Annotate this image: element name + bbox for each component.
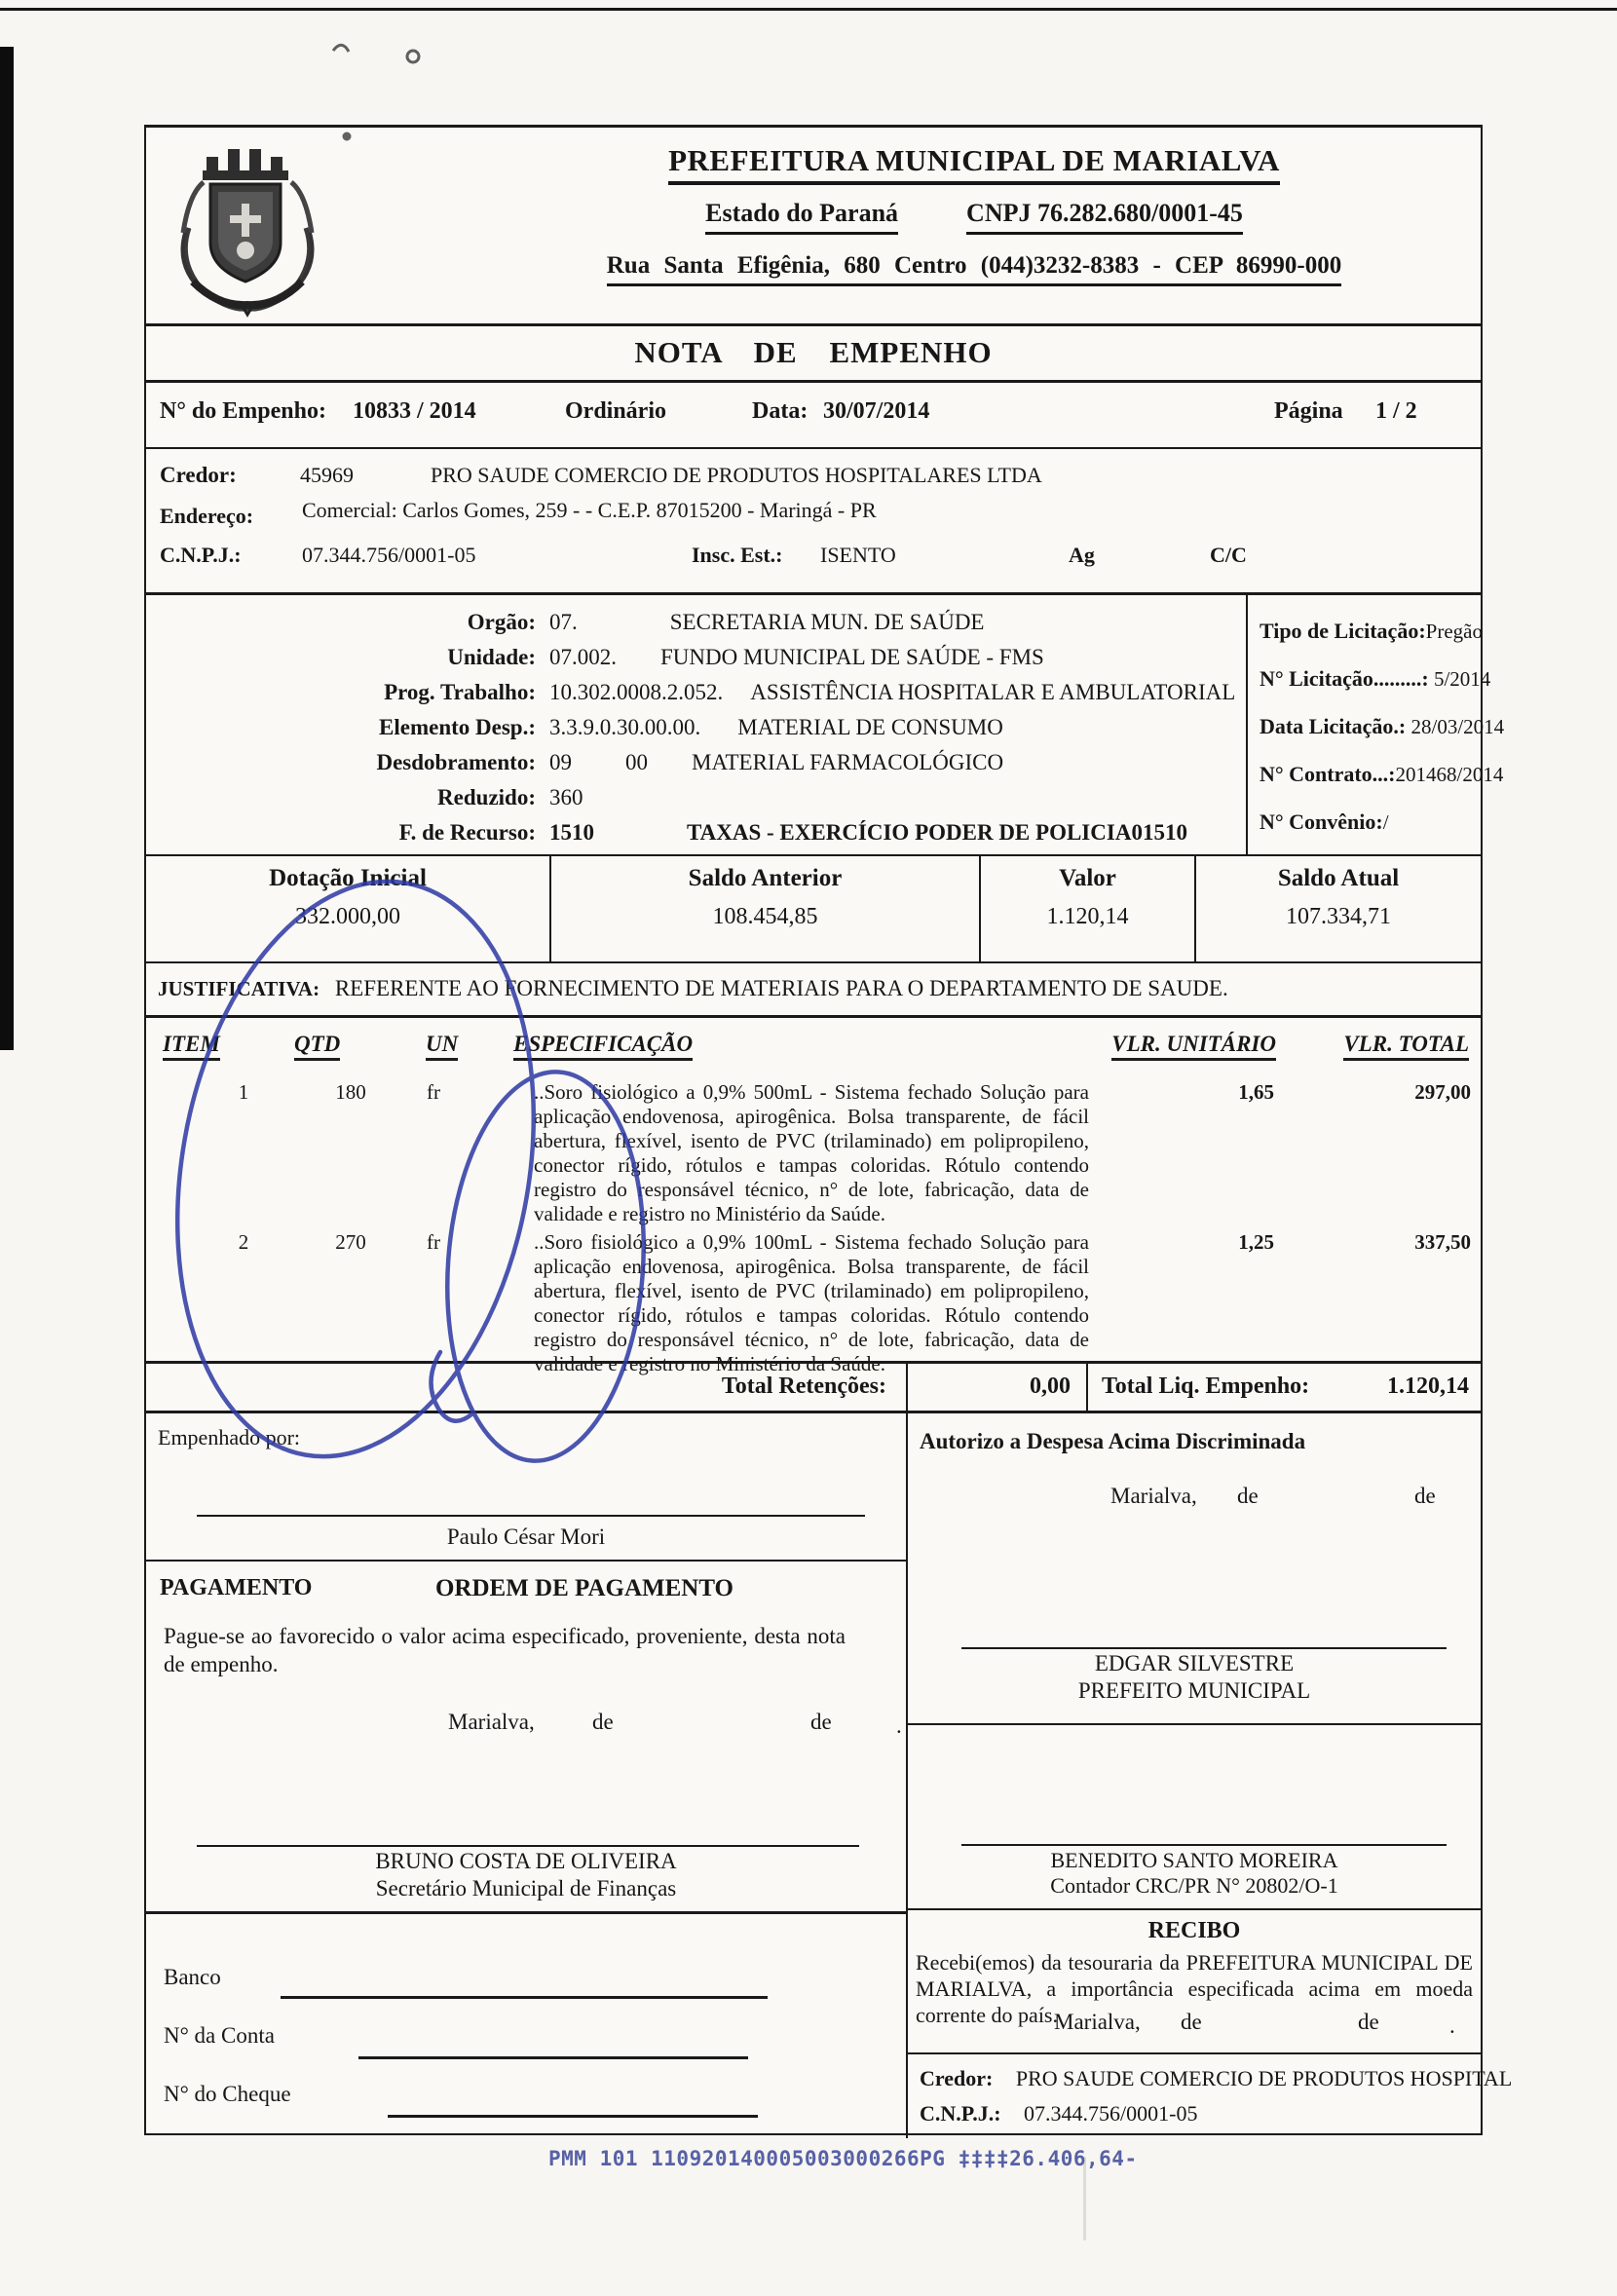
bidding-date-value: 28/03/2014 xyxy=(1410,715,1505,738)
account-number-label: N° da Conta xyxy=(164,2023,275,2048)
creditor-footer-box xyxy=(908,2054,1513,2138)
right-signature-column xyxy=(908,1413,1513,2138)
item-total-price: 297,00 xyxy=(1414,1080,1471,1104)
committed-by-label: Empenhado por: xyxy=(158,1425,301,1449)
date-preposition: de xyxy=(1414,1484,1436,1508)
period-mark: . xyxy=(896,1713,902,1738)
signature-line xyxy=(961,1647,1447,1649)
item-total-price: 337,50 xyxy=(1414,1230,1471,1254)
budget-code: 07.002. xyxy=(549,645,617,669)
city-name: Marialva, xyxy=(1054,2010,1141,2034)
finance-secretary-title: Secretário Municipal de Finanças xyxy=(375,1876,677,1901)
header-text-block xyxy=(482,128,1466,286)
budget-desc: ASSISTÊNCIA HOSPITALAR E AMBULATORIAL xyxy=(750,680,1236,704)
budget-desc: MATERIAL FARMACOLÓGICO xyxy=(692,750,1004,774)
payment-title: PAGAMENTO xyxy=(160,1575,313,1600)
budget-code: 09 xyxy=(549,750,572,774)
items-table xyxy=(146,1018,1481,1375)
page-title: PREFEITURA MUNICIPAL DE MARIALVA xyxy=(668,143,1280,185)
bidding-date-label: Data Licitação.: xyxy=(1259,714,1407,738)
budget-resource-code: 01510 xyxy=(1131,820,1187,845)
nota-de-empenho-form xyxy=(144,125,1513,2135)
finance-secretary-name: BRUNO COSTA DE OLIVEIRA xyxy=(375,1849,677,1873)
allocation-value: 1.120,14 xyxy=(1046,904,1129,929)
header-cnpj: CNPJ 76.282.680/0001-45 xyxy=(966,199,1243,235)
date-preposition: de xyxy=(1181,2010,1202,2034)
budget-desc: TAXAS - EXERCÍCIO PODER DE POLICIA xyxy=(687,820,1132,845)
creditor-name: PRO SAUDE COMERCIO DE PRODUTOS HOSPITALARES LTDA xyxy=(431,463,1042,487)
coat-of-arms-logo xyxy=(160,135,335,319)
receipt-box xyxy=(908,1910,1481,2054)
state-registration-label: Insc. Est.: xyxy=(692,543,783,567)
empenho-number-value: 10833 / 2014 xyxy=(353,398,476,424)
budget-code: 10.302.0008.2.052. xyxy=(549,680,724,704)
allocation-cell-initial xyxy=(146,856,549,961)
allocation-header: Dotação Inicial xyxy=(269,865,427,891)
budget-code: 3.3.9.0.30.00.00. xyxy=(549,715,701,739)
bidding-type-value: Pregão xyxy=(1425,620,1483,643)
budget-label: Prog. Trabalho: xyxy=(384,680,536,704)
budget-label: Elemento Desp.: xyxy=(379,715,536,739)
receipt-text: Recebi(emos) da tesouraria da PREFEITURA MUNICIPAL DE MARIALVA, a importância especificada acima em moeda corrente do país. xyxy=(916,1950,1473,2027)
bidding-date-line xyxy=(1260,714,1525,762)
allocation-value: 107.334,71 xyxy=(1286,904,1391,929)
empenho-number-row xyxy=(146,383,1481,449)
allocation-header: Saldo Anterior xyxy=(688,865,843,891)
period-mark: . xyxy=(1449,2014,1455,2038)
items-header-spec: ESPECIFICAÇÃO xyxy=(513,1032,693,1061)
date-preposition: de xyxy=(1237,1484,1259,1508)
allocation-cell-amount xyxy=(979,856,1194,961)
pen-mark-top-left xyxy=(333,45,349,52)
contract-number-line xyxy=(1260,762,1525,809)
retentions-label: Total Retenções: xyxy=(146,1364,908,1411)
net-total-value: 1.120,14 xyxy=(1387,1374,1469,1399)
items-header-unit-price: VLR. UNITÁRIO xyxy=(1111,1032,1276,1061)
creditor-footer-cnpj-label: C.N.P.J.: xyxy=(920,2101,1001,2126)
allocation-cell-previous xyxy=(549,856,979,961)
budget-code: 360 xyxy=(549,785,583,809)
accountant-title: Contador CRC/PR N° 20802/O-1 xyxy=(1050,1873,1338,1898)
budget-label: Orgão: xyxy=(467,610,536,634)
budget-row-reduzido xyxy=(146,780,1246,815)
date-preposition: de xyxy=(592,1710,614,1734)
creditor-address-label: Endereço: xyxy=(160,504,254,528)
bidding-type-label: Tipo de Licitação: xyxy=(1259,619,1426,643)
budget-label: Reduzido: xyxy=(437,785,536,809)
coat-of-arms-icon xyxy=(160,135,335,319)
city-name: Marialva, xyxy=(1110,1484,1197,1508)
justification-label: JUSTIFICATIVA: xyxy=(158,977,320,1000)
authorization-box xyxy=(908,1413,1481,1725)
net-total-label: Total Liq. Empenho: xyxy=(1102,1374,1310,1399)
left-signature-column xyxy=(146,1413,908,2138)
net-total-cell xyxy=(1088,1364,1481,1411)
empenho-number-label: N° do Empenho: xyxy=(160,398,326,424)
form-header xyxy=(146,128,1481,326)
creditor-footer-cnpj-value: 07.344.756/0001-05 xyxy=(1024,2101,1198,2126)
bidding-number-label: N° Licitação.........: xyxy=(1259,666,1429,691)
empenho-date-label: Data: xyxy=(752,398,808,424)
creditor-cnpj-label: C.N.P.J.: xyxy=(160,543,242,567)
bank-details-box xyxy=(146,1914,906,2138)
accountant-name: BENEDITO SANTO MOREIRA xyxy=(1050,1848,1338,1872)
creditor-footer-name: PRO SAUDE COMERCIO DE PRODUTOS HOSPITAL xyxy=(1015,2066,1513,2090)
document-title-band: NOTA DE EMPENHO xyxy=(146,326,1481,383)
item-unit: fr xyxy=(427,1080,440,1104)
items-header-unit: UN xyxy=(426,1032,458,1061)
allocation-header: Valor xyxy=(1059,865,1116,891)
mayor-name: EDGAR SILVESTRE xyxy=(1094,1651,1295,1675)
budget-code: 07. xyxy=(549,610,578,634)
table-row xyxy=(146,1080,1481,1226)
budget-code: 1510 xyxy=(549,820,594,845)
budget-label: Desdobramento: xyxy=(376,750,536,774)
signatures-area xyxy=(146,1413,1513,2138)
creditor-label: Credor: xyxy=(160,463,237,487)
committed-by-box xyxy=(146,1413,906,1562)
authorization-title: Autorizo a Despesa Acima Discriminada xyxy=(920,1429,1306,1453)
payment-order-title: ORDEM DE PAGAMENTO xyxy=(434,1575,734,1601)
state-registration-value: ISENTO xyxy=(820,543,896,567)
budget-code-2: 00 xyxy=(625,750,648,774)
budget-row-prog-trabalho xyxy=(146,675,1246,710)
totals-row xyxy=(146,1363,1481,1413)
committed-by-name: Paulo César Mori xyxy=(446,1524,606,1549)
header-state: Estado do Paraná xyxy=(705,199,898,235)
page-number-value: 1 / 2 xyxy=(1375,398,1417,424)
budget-row-orgao xyxy=(146,605,1246,640)
item-quantity: 270 xyxy=(335,1230,366,1254)
accountant-box xyxy=(908,1725,1481,1910)
budget-desc: MATERIAL DE CONSUMO xyxy=(737,715,1003,739)
contract-number-value: 201468/2014 xyxy=(1395,763,1504,786)
budget-classification-block xyxy=(146,595,1505,856)
account-label: C/C xyxy=(1210,543,1247,567)
budget-row-desdobramento xyxy=(146,745,1246,780)
item-unit-price: 1,65 xyxy=(1238,1080,1274,1104)
item-number: 1 xyxy=(238,1080,249,1104)
budget-rows xyxy=(146,595,1246,854)
dot-matrix-validation-stamp: PMM 101 110920140005003000266PG ‡‡‡‡26.406,64- xyxy=(548,2147,1138,2170)
bidding-number-value: 5/2014 xyxy=(1433,667,1491,691)
agreement-number-label: N° Convênio: xyxy=(1259,809,1383,834)
creditor-code: 45969 xyxy=(300,463,354,487)
bidding-number-line xyxy=(1260,666,1525,714)
signature-line xyxy=(197,1845,859,1847)
creditor-footer-name-line xyxy=(920,2066,1512,2091)
bank-field-line xyxy=(281,1996,768,1999)
bank-label: Banco xyxy=(164,1965,221,1989)
signature-line xyxy=(961,1844,1447,1846)
scan-edge-artifact-top xyxy=(0,8,1617,11)
creditor-cnpj-value: 07.344.756/0001-05 xyxy=(302,543,476,567)
empenho-type: Ordinário xyxy=(565,398,667,424)
allocation-value: 108.454,85 xyxy=(712,904,818,929)
pen-mark-top-ring xyxy=(407,51,419,62)
item-number: 2 xyxy=(238,1230,249,1254)
justification-text: REFERENTE AO FORNECIMENTO DE MATERIAIS PARA O DEPARTAMENTO DE SAUDE. xyxy=(334,976,1228,1000)
receipt-title: RECIBO xyxy=(1147,1918,1241,1943)
payment-order-box xyxy=(146,1562,906,1914)
item-specification: ..Soro fisiológico a 0,9% 500mL - Sistema fechado Solução para aplicação endovenosa, apirogênica. Bolsa transparente, de fácil abertura, flexível, isento de PVC (trilaminado) em polipropileno, conector rígido, rótulos e tampas coloridas. Rótulo contendo registro do responsável técnico, n° de lote, fabricação, data de validade e registro no Ministério da Saúde. xyxy=(534,1080,1089,1225)
items-header-item: ITEM xyxy=(163,1032,220,1061)
empenho-date-value: 30/07/2014 xyxy=(823,398,930,424)
budget-label: Unidade: xyxy=(447,645,536,669)
bidding-info-column xyxy=(1246,595,1525,854)
item-quantity: 180 xyxy=(335,1080,366,1104)
header-address: Rua Santa Efigênia, 680 Centro (044)3232-8383 - CEP 86990-000 xyxy=(607,252,1342,286)
page-number-label: Página xyxy=(1274,398,1343,424)
justification-row xyxy=(146,963,1481,1018)
item-specification: ..Soro fisiológico a 0,9% 100mL - Sistema fechado Solução para aplicação endovenosa, apirogênica. Bolsa transparente, de fácil abertura, flexível, isento de PVC (trilaminado) em polipropileno, conector rígido, rótulos e tampas coloridas. Rótulo contendo registro do responsável técnico, n° de lote, fabricação, data de validade e registro no Ministério da Saúde. xyxy=(534,1230,1089,1375)
item-unit-price: 1,25 xyxy=(1238,1230,1274,1254)
budget-row-recurso xyxy=(146,815,1246,850)
budget-desc: SECRETARIA MUN. DE SAÚDE xyxy=(669,610,985,634)
city-name: Marialva, xyxy=(448,1710,535,1734)
account-field-line xyxy=(358,2056,748,2059)
bidding-type-line xyxy=(1260,619,1525,666)
agency-label: Ag xyxy=(1069,543,1095,567)
allocation-table xyxy=(146,856,1481,963)
retentions-value: 0,00 xyxy=(908,1364,1088,1411)
date-preposition: de xyxy=(810,1710,832,1734)
budget-label: F. de Recurso: xyxy=(398,820,536,845)
creditor-footer-cnpj-line xyxy=(920,2101,1197,2127)
creditor-footer-label: Credor: xyxy=(920,2066,994,2090)
budget-row-unidade xyxy=(146,640,1246,675)
creditor-block xyxy=(146,449,1481,595)
item-unit: fr xyxy=(427,1230,440,1254)
items-header-qty: QTD xyxy=(294,1032,340,1061)
creditor-address-value: Comercial: Carlos Gomes, 259 - - C.E.P. 87015200 - Maringá - PR xyxy=(302,498,877,522)
mayor-title: PREFEITO MUNICIPAL xyxy=(1077,1678,1311,1703)
contract-number-label: N° Contrato...: xyxy=(1259,762,1396,786)
payment-order-text: Pague-se ao favorecido o valor acima especificado, proveniente, desta nota de empenho. xyxy=(164,1624,846,1676)
agreement-number-value: / xyxy=(1382,810,1389,834)
date-preposition: de xyxy=(1358,2010,1379,2034)
table-row xyxy=(146,1230,1481,1376)
allocation-header: Saldo Atual xyxy=(1277,865,1400,891)
items-header-total: VLR. TOTAL xyxy=(1343,1032,1469,1061)
budget-row-elemento xyxy=(146,710,1246,745)
agreement-number-line xyxy=(1260,809,1525,857)
scan-edge-artifact-left xyxy=(0,47,14,1050)
budget-desc: FUNDO MUNICIPAL DE SAÚDE - FMS xyxy=(660,645,1044,669)
signature-line xyxy=(197,1515,865,1517)
cheque-field-line xyxy=(388,2115,758,2118)
allocation-cell-current xyxy=(1194,856,1481,961)
allocation-value: 332.000,00 xyxy=(295,904,400,929)
cheque-number-label: N° do Cheque xyxy=(164,2082,291,2106)
